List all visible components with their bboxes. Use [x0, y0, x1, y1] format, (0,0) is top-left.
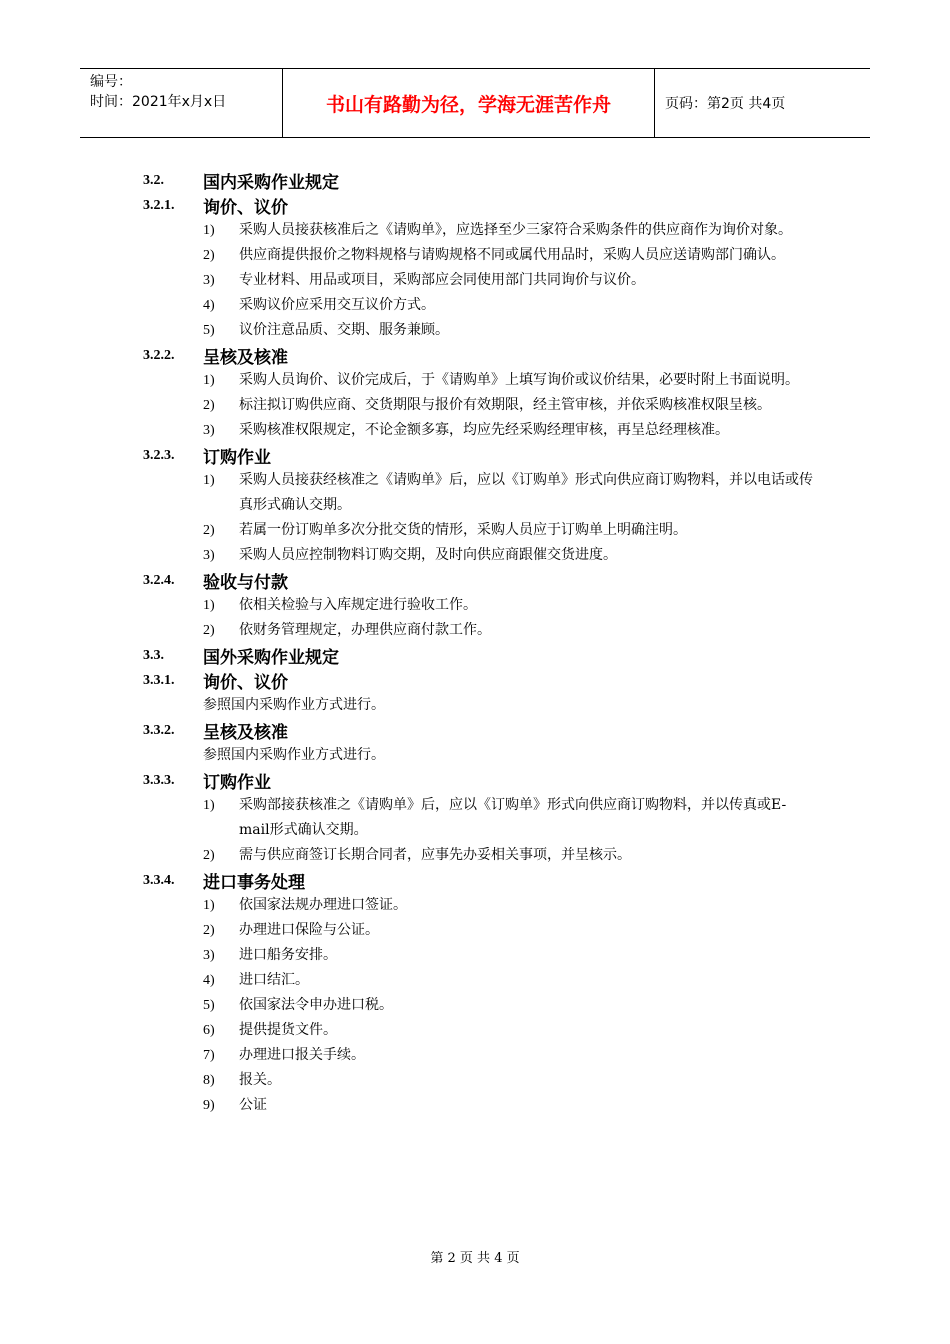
- section-heading: [143, 568, 813, 593]
- list-item: [203, 918, 813, 943]
- section-number: 3.3.: [143, 647, 164, 663]
- list-item-number: 2): [203, 923, 215, 938]
- list-item: [203, 468, 813, 518]
- section-heading: [143, 193, 813, 218]
- list-item-text: 报关。: [239, 1072, 281, 1088]
- section-paragraph: 参照国内采购作业方式进行。: [203, 697, 385, 713]
- list-item-number: 3): [203, 548, 215, 563]
- list-item-text: 采购核准权限规定，不论金额多寡，均应先经采购经理审核，再呈总经理核准。: [239, 422, 729, 438]
- list-item-number: 6): [203, 1023, 215, 1038]
- list-item-text: 采购人员应控制物料订购交期，及时向供应商跟催交货进度。: [239, 547, 617, 563]
- list-item-text: 依国家法规办理进口签证。: [239, 897, 407, 913]
- section-title: 订购作业: [203, 448, 271, 468]
- list-item-number: 9): [203, 1098, 215, 1113]
- list-item-text: 采购部接获核准之《请购单》后，应以《订购单》形式向供应商订购物料，并以传真或E-mail形式确认交期。: [239, 797, 787, 838]
- list-item-text: 标注拟订购供应商、交货期限与报价有效期限，经主管审核，并依采购核准权限呈核。: [239, 397, 771, 413]
- list-item: [203, 893, 813, 918]
- list-item: [203, 318, 813, 343]
- list-item-text: 专业材料、用品或项目，采购部应会同使用部门共同询价与议价。: [239, 272, 645, 288]
- section-heading: [143, 668, 813, 693]
- list-item: [203, 943, 813, 968]
- list-item: [203, 993, 813, 1018]
- section-title: 国外采购作业规定: [203, 648, 339, 668]
- list-item-number: 1): [203, 898, 215, 913]
- list-item: [203, 293, 813, 318]
- list-item-text: 议价注意品质、交期、服务兼顾。: [239, 322, 449, 338]
- list-item-text: 依相关检验与入库规定进行验收工作。: [239, 597, 477, 613]
- list-item: [203, 268, 813, 293]
- header-page-info: 页码：第2页 共4页: [665, 96, 786, 112]
- list-item-number: 3): [203, 423, 215, 438]
- section-title: 验收与付款: [203, 573, 288, 593]
- list-item-text: 提供提货文件。: [239, 1022, 337, 1038]
- list-item-number: 3): [203, 948, 215, 963]
- section-number: 3.2.: [143, 172, 164, 188]
- list-item-text: 采购人员接获经核准之《请购单》后，应以《订购单》形式向供应商订购物料，并以电话或传真形式确认交期。: [239, 472, 813, 513]
- section-number: 3.3.3.: [143, 772, 175, 788]
- section-heading: [143, 768, 813, 793]
- section-title: 国内采购作业规定: [203, 173, 339, 193]
- list-item-number: 4): [203, 973, 215, 988]
- list-item-number: 3): [203, 273, 215, 288]
- page-header: [80, 68, 870, 138]
- section-heading: [143, 868, 813, 893]
- list-item-number: 2): [203, 848, 215, 863]
- list-item: [203, 593, 813, 618]
- list-item-number: 1): [203, 373, 215, 388]
- list-item: [203, 368, 813, 393]
- list-item: [203, 793, 813, 843]
- list-item: [203, 518, 813, 543]
- list-item-number: 2): [203, 248, 215, 263]
- code-label: 编号：: [90, 74, 132, 90]
- page-footer: 第 2 页 共 4 页: [430, 1251, 520, 1266]
- section-number: 3.2.2.: [143, 347, 175, 363]
- list-item-number: 1): [203, 598, 215, 613]
- header-motto: 书山有路勤为径，学海无涯苦作舟: [283, 69, 655, 137]
- section-title: 询价、议价: [203, 198, 288, 218]
- list-item-number: 5): [203, 998, 215, 1013]
- section-heading: [143, 168, 813, 193]
- list-item-number: 5): [203, 323, 215, 338]
- section-heading: [143, 343, 813, 368]
- list-item-number: 1): [203, 473, 215, 488]
- list-item: [203, 1068, 813, 1093]
- list-item: [203, 1093, 813, 1118]
- list-item: [203, 1018, 813, 1043]
- section-title: 呈核及核准: [203, 348, 288, 368]
- list-item-number: 8): [203, 1073, 215, 1088]
- list-item: [203, 218, 813, 243]
- list-item-text: 公证: [239, 1097, 267, 1113]
- section-title: 呈核及核准: [203, 723, 288, 743]
- list-item: [203, 418, 813, 443]
- list-item: [203, 393, 813, 418]
- list-item: [203, 243, 813, 268]
- list-item-text: 进口船务安排。: [239, 947, 337, 963]
- list-item-text: 采购议价应采用交互议价方式。: [239, 297, 435, 313]
- section-paragraph: 参照国内采购作业方式进行。: [203, 747, 385, 763]
- list-item-text: 办理进口保险与公证。: [239, 922, 379, 938]
- list-item-number: 2): [203, 398, 215, 413]
- document-body: [143, 168, 813, 1118]
- section-heading: [143, 718, 813, 743]
- section-number: 3.2.3.: [143, 447, 175, 463]
- list-item-text: 依财务管理规定，办理供应商付款工作。: [239, 622, 491, 638]
- list-item-text: 进口结汇。: [239, 972, 309, 988]
- section-title: 订购作业: [203, 773, 271, 793]
- section-number: 3.3.1.: [143, 672, 175, 688]
- list-item: [203, 843, 813, 868]
- list-item-number: 1): [203, 223, 215, 238]
- header-meta: [80, 69, 283, 137]
- list-item-text: 需与供应商签订长期合同者，应事先办妥相关事项，并呈核示。: [239, 847, 631, 863]
- section-title: 进口事务处理: [203, 873, 305, 893]
- list-item: [203, 968, 813, 993]
- list-item-text: 供应商提供报价之物料规格与请购规格不同或属代用品时，采购人员应送请购部门确认。: [239, 247, 785, 263]
- list-item-text: 采购人员询价、议价完成后，于《请购单》上填写询价或议价结果，必要时附上书面说明。: [239, 372, 799, 388]
- list-item-text: 若属一份订购单多次分批交货的情形，采购人员应于订购单上明确注明。: [239, 522, 687, 538]
- section-heading: [143, 643, 813, 668]
- list-item: [203, 543, 813, 568]
- list-item-number: 2): [203, 623, 215, 638]
- section-number: 3.3.2.: [143, 722, 175, 738]
- list-item-text: 办理进口报关手续。: [239, 1047, 365, 1063]
- section-title: 询价、议价: [203, 673, 288, 693]
- list-item: [203, 1043, 813, 1068]
- list-item: [203, 618, 813, 643]
- section-number: 3.2.1.: [143, 197, 175, 213]
- list-item-text: 依国家法令申办进口税。: [239, 997, 393, 1013]
- section-number: 3.2.4.: [143, 572, 175, 588]
- time-label: 时间：2021年x月x日: [90, 94, 227, 110]
- list-item-number: 4): [203, 298, 215, 313]
- list-item-number: 2): [203, 523, 215, 538]
- list-item-number: 1): [203, 798, 215, 813]
- section-heading: [143, 443, 813, 468]
- list-item-number: 7): [203, 1048, 215, 1063]
- section-number: 3.3.4.: [143, 872, 175, 888]
- list-item-text: 采购人员接获核准后之《请购单》，应选择至少三家符合采购条件的供应商作为询价对象。: [239, 222, 792, 238]
